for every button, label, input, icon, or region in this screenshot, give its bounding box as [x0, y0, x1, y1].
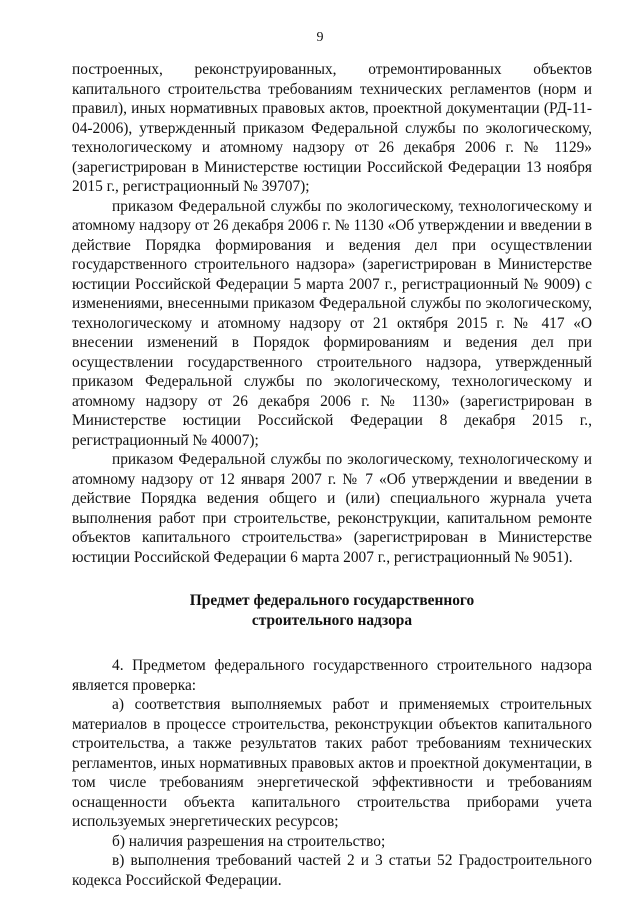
paragraph-item-4: 4. Предметом федерального государственного строительного надзора является проверка: [72, 657, 592, 694]
document-body [72, 60, 592, 890]
paragraph-order-7: приказом Федеральной службы по экологическому, технологическому и атомному надзору от 12 января 2007 г. № 7 «Об утверждении и введении в действие Порядка ведения общего и (или) специального журнала учета выполнения работ при строительстве, реконструкции, капитальном ремонте объектов капитального строительства» (зарегистрирован в Министерстве юстиции Российской Федерации 6 марта 2007 г., регистрационный № 9051). [72, 451, 592, 566]
section-heading-line-1: Предмет федерального государственного [189, 592, 475, 609]
section-heading-line-2: строительного надзора [251, 611, 413, 629]
paragraph-order-1130: приказом Федеральной службы по экологическому, технологическому и атомному надзору от 26 декабря 2006 г. № 1130 «Об утверждении и введении в действие Порядка формирования и ведения дел при осуществлении государственного строительного надзора» (зарегистрирован в Министерстве юстиции Российской Федерации 5 марта 2007 г., регистрационный № 9009) с изменениями, внесенными приказом Федеральной службы по экологическому, технологическому и атомному надзору от 21 октября 2015 г. № 417 «О внесении изменений в Порядок формированиям и ведения дел при осуществлении государственного строительного надзора, утвержденный приказом Федеральной службы по экологическому, технологическому и атомному надзору от 26 декабря 2006 г. № 1130» (зарегистрирован в Министерстве юстиции Российской Федерации 8 декабря 2015 г., регистрационный № 40007); [72, 197, 592, 449]
section-heading [72, 591, 592, 630]
page-number: 9 [316, 30, 324, 45]
paragraph-continuation: построенных, реконструированных, отремонтированных объектов капитального строительства требованиям технических регламентов (норм и правил), иных нормативных правовых актов, проектной документации (РД-11-04-2006), утвержденный приказом Федеральной службы по экологическому, технологическому и атомному надзору от 26 декабря 2006 г. № 1129» (зарегистрирован в Министерстве юстиции Российской Федерации 13 ноября 2015 г., регистрационный № 39707); [72, 61, 592, 195]
paragraph-item-b: б) наличия разрешения на строительство; [112, 832, 386, 850]
paragraph-item-v: в) выполнения требований частей 2 и 3 статьи 52 Градостроительного кодекса Российской Федерации. [72, 852, 592, 889]
paragraph-item-a: а) соответствия выполняемых работ и применяемых строительных материалов в процессе строительства, реконструкции объектов капитального строительства, а также результатов таких работ требованиям технических регламентов, иных нормативных правовых актов и проектной документации, в том числе требованиям энергетической эффективности и требованиям оснащенности объекта капитального строительства приборами учета используемых энергетических ресурсов; [72, 696, 592, 830]
